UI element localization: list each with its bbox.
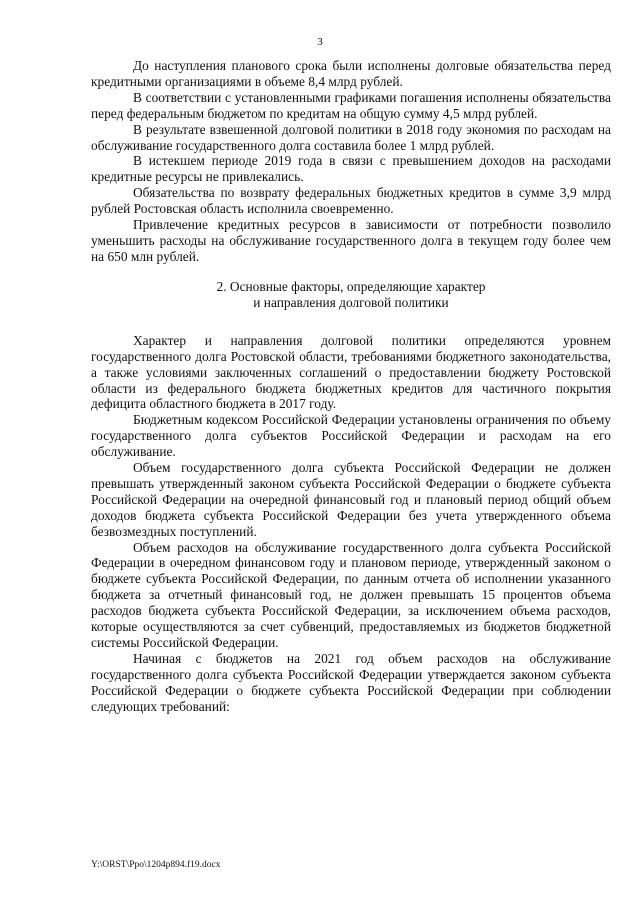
paragraph: Привлечение кредитных ресурсов в зависимости от потребности позволило уменьшить расходы на обслуживание государственного долга в текущем году более чем на 650 млн рублей. xyxy=(91,217,611,264)
section-heading xyxy=(91,279,611,311)
page-number: 3 xyxy=(317,36,323,48)
paragraph: В истекшем периоде 2019 года в связи с превышением доходов на расходами кредитные ресурсы не привлекались. xyxy=(91,153,611,185)
paragraph: Объем расходов на обслуживание государственного долга субъекта Российской Федерации в очередном финансовом году и плановом периоде, утвержденный законом о бюджете субъекта Российской Федерации, по данным отчета об исполнении указанного бюджета за отчетный финансовый год, не должен превышать 15 процентов объема расходов бюджета субъекта Российской Федерации, за исключением объема расходов, которые осуществляются за счет субвенций, предоставляемых из бюджетов бюджетной системы Российской Федерации. xyxy=(91,539,611,650)
document-body xyxy=(91,58,611,715)
paragraph: Начиная с бюджетов на 2021 год объем расходов на обслуживание государственного долга субъекта Российской Федерации утверждается законом субъекта Российской Федерации о бюджете субъекта Российской Федерации при соблюдении следующих требований: xyxy=(91,650,611,714)
paragraph: До наступления планового срока были исполнены долговые обязательства перед кредитными организациями в объеме 8,4 млрд рублей. xyxy=(91,58,611,89)
section-heading-line: и направления долговой политики xyxy=(253,294,449,310)
paragraph: Бюджетным кодексом Российской Федерации установлены ограничения по объему государственного долга субъектов Российской Федерации и расходам на его обслуживание. xyxy=(91,412,611,460)
paragraph: В соответствии с установленными графиками погашения исполнены обязательства перед федеральным бюджетом по кредитам на общую сумму 4,5 млрд рублей. xyxy=(91,89,611,121)
section-heading-line: 2. Основные факторы, определяющие характер xyxy=(216,278,486,294)
paragraph: Обязательства по возврату федеральных бюджетных кредитов в сумме 3,9 млрд рублей Ростовская область исполнила своевременно. xyxy=(91,185,611,217)
paragraph: Характер и направления долговой политики определяются уровнем государственного долга Ростовской области, требованиями бюджетного законодательства, а также условиями заключенных соглашений о предоставлении бюджету Ростовской области из федерального бюджета бюджетных кредитов для частичного покрытия дефицита областного бюджета в 2017 году. xyxy=(91,332,611,412)
paragraph: Объем государственного долга субъекта Российской Федерации не должен превышать утвержденный законом субъекта Российской Федерации о бюджете субъекта Российской Федерации на очередной финансовый год и плановый период общий объем доходов бюджета субъекта Российской Федерации без учета утвержденного объема безвозмездных поступлений. xyxy=(91,460,611,539)
footer-file-path: Y:\ORST\Ppo\1204p894.f19.docx xyxy=(91,860,221,870)
paragraph: В результате взвешенной долговой политики в 2018 году экономия по расходам на обслуживание государственного долга составила более 1 млрд рублей. xyxy=(91,121,611,153)
